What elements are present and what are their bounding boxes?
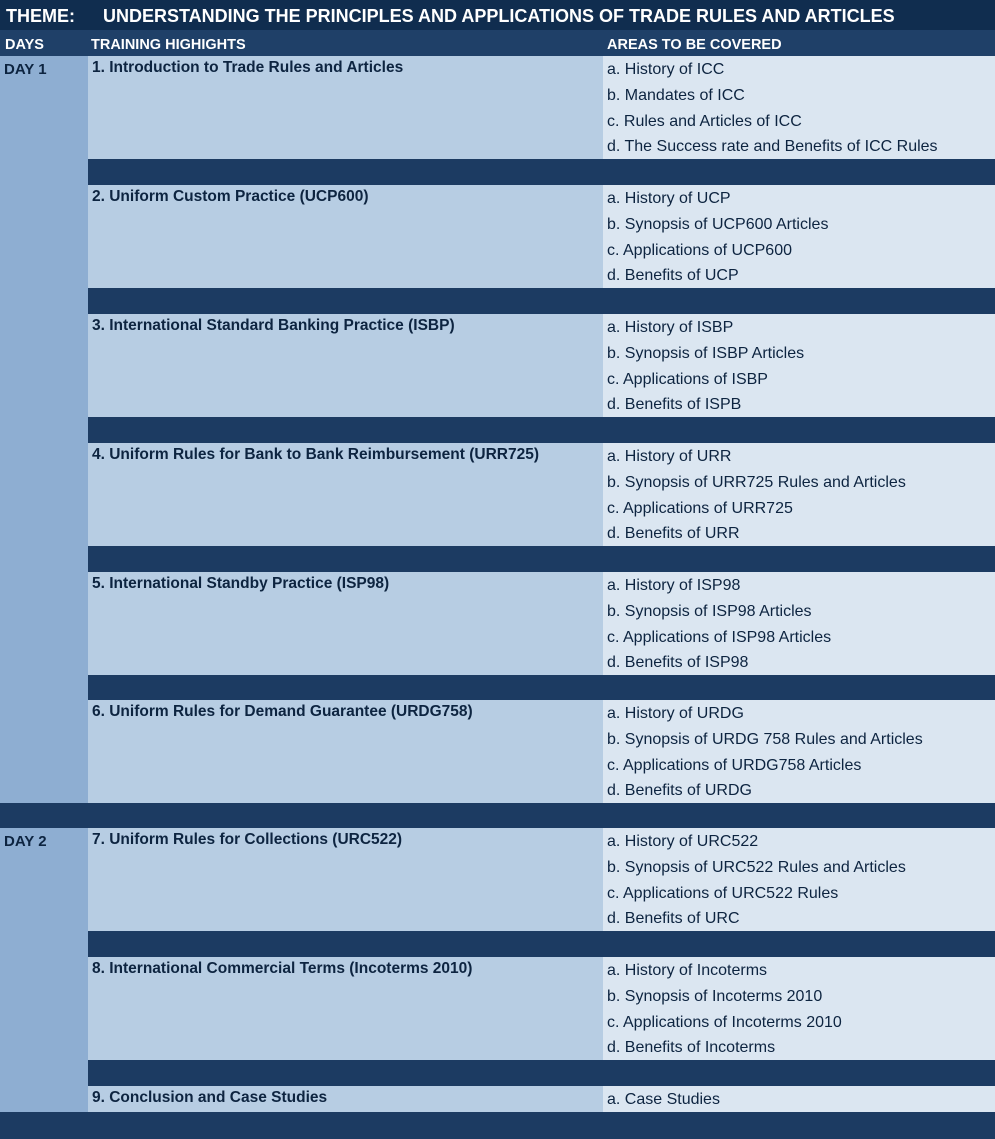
areas-covered-cell [603, 957, 995, 1060]
area-item: b. Synopsis of URDG 758 Rules and Articles [607, 730, 923, 748]
separator-band [88, 1060, 995, 1086]
areas-covered-cell [603, 314, 995, 417]
separator-band [0, 803, 995, 828]
training-highlight-title: 6. Uniform Rules for Demand Guarantee (URDG758) [92, 703, 473, 720]
training-highlight-cell [88, 56, 603, 159]
training-highlight-cell [88, 957, 603, 1060]
areas-list [607, 58, 938, 161]
areas-covered-cell [603, 572, 995, 675]
areas-list [607, 187, 828, 290]
area-item: d. Benefits of UCP [607, 267, 739, 285]
training-highlight-cell [88, 700, 603, 803]
area-item: a. History of URR [607, 448, 732, 465]
areas-list [607, 316, 804, 419]
module-row [0, 572, 995, 675]
area-item: b. Synopsis of ISBP Articles [607, 344, 805, 362]
area-item: a. History of UCP [607, 190, 731, 207]
areas-covered-cell [603, 700, 995, 803]
training-highlight-cell [88, 443, 603, 546]
areas-list [607, 830, 906, 933]
day-1-column [0, 56, 88, 803]
area-item: d. Benefits of Incoterms [607, 1039, 776, 1057]
separator-band [88, 546, 995, 572]
area-item: a. History of Incoterms [607, 962, 768, 979]
area-item: c. Applications of URC522 Rules [607, 884, 839, 902]
theme-text: UNDERSTANDING THE PRINCIPLES AND APPLICATIONS OF TRADE RULES AND ARTICLES [103, 6, 895, 26]
training-highlight-title: 8. International Commercial Terms (Incoterms 2010) [92, 960, 473, 977]
area-item: c. Applications of UCP600 [607, 241, 792, 259]
area-item: c. Applications of ISP98 Articles [607, 628, 832, 646]
training-highlight-title: 4. Uniform Rules for Bank to Bank Reimbursement (URR725) [92, 446, 540, 463]
area-item: d. The Success rate and Benefits of ICC Rules [607, 138, 938, 156]
area-item: d. Benefits of ISPB [607, 396, 742, 414]
area-item: c. Applications of URR725 [607, 499, 793, 517]
separator-band [88, 931, 995, 957]
module-row [0, 828, 995, 931]
header-areas: AREAS TO BE COVERED [607, 37, 782, 53]
day-2-label: DAY 2 [4, 833, 47, 850]
module-row [0, 1086, 995, 1112]
area-item: a. History of ICC [607, 61, 725, 78]
separator-band [88, 159, 995, 185]
area-item: a. History of ISBP [607, 319, 734, 336]
module-row [0, 185, 995, 288]
training-highlight-cell [88, 828, 603, 931]
areas-list [607, 702, 923, 805]
training-highlight-cell [88, 572, 603, 675]
area-item: a. Case Studies [607, 1091, 720, 1108]
area-item: b. Synopsis of Incoterms 2010 [607, 987, 823, 1005]
area-item: c. Applications of URDG758 Articles [607, 756, 862, 774]
areas-covered-cell [603, 56, 995, 159]
table-header [0, 30, 995, 56]
training-highlight-title: 9. Conclusion and Case Studies [92, 1089, 328, 1106]
areas-covered-cell [603, 828, 995, 931]
training-highlight-title: 3. International Standard Banking Practice (ISBP) [92, 317, 455, 334]
area-item: c. Applications of Incoterms 2010 [607, 1013, 842, 1031]
theme-label: THEME: [6, 6, 75, 26]
training-highlight-title: 5. International Standby Practice (ISP98) [92, 575, 390, 592]
separator-band [88, 288, 995, 314]
header-days: DAYS [5, 37, 44, 53]
module-row [0, 314, 995, 417]
area-item: a. History of URC522 [607, 833, 759, 850]
areas-covered-cell [603, 185, 995, 288]
area-item: d. Benefits of ISP98 [607, 654, 749, 672]
areas-list [607, 445, 906, 548]
training-highlight-cell [88, 185, 603, 288]
areas-list [607, 1088, 720, 1114]
training-highlight-title: 7. Uniform Rules for Collections (URC522) [92, 831, 403, 848]
areas-covered-cell [603, 443, 995, 546]
area-item: b. Synopsis of UCP600 Articles [607, 215, 829, 233]
area-item: d. Benefits of URDG [607, 782, 752, 800]
area-item: d. Benefits of URC [607, 910, 740, 928]
area-item: b. Synopsis of URR725 Rules and Articles [607, 473, 906, 491]
area-item: b. Mandates of ICC [607, 86, 745, 104]
area-item: d. Benefits of URR [607, 525, 740, 543]
area-item: c. Applications of ISBP [607, 370, 768, 388]
area-item: a. History of URDG [607, 705, 744, 722]
areas-covered-cell [603, 1086, 995, 1112]
area-item: b. Synopsis of ISP98 Articles [607, 602, 812, 620]
area-item: a. History of ISP98 [607, 577, 741, 594]
separator-band [0, 1112, 995, 1139]
day-1-label: DAY 1 [4, 61, 47, 78]
training-highlight-cell [88, 1086, 603, 1112]
areas-list [607, 959, 842, 1062]
separator-band [88, 417, 995, 443]
separator-band [88, 675, 995, 700]
area-item: b. Synopsis of URC522 Rules and Articles [607, 858, 906, 876]
training-highlight-title: 2. Uniform Custom Practice (UCP600) [92, 188, 369, 205]
module-row [0, 700, 995, 803]
area-item: c. Rules and Articles of ICC [607, 112, 802, 130]
module-row [0, 957, 995, 1060]
module-row [0, 56, 995, 159]
areas-list [607, 574, 831, 677]
training-highlight-cell [88, 314, 603, 417]
theme-title-bar [0, 0, 995, 30]
module-row [0, 443, 995, 546]
training-highlight-title: 1. Introduction to Trade Rules and Articles [92, 59, 404, 76]
header-highlights: TRAINING HIGHIGHTS [91, 37, 246, 53]
